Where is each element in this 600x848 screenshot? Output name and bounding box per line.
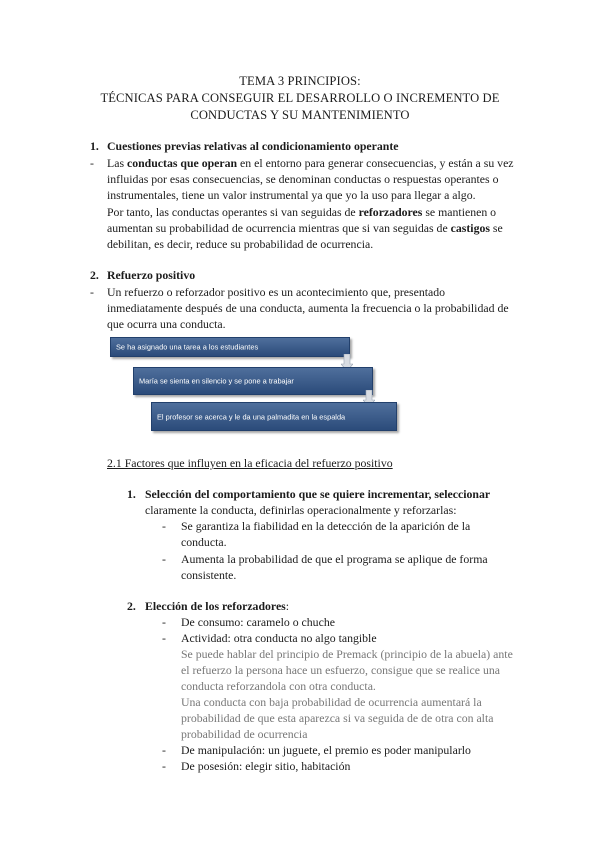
bullet-dash: - — [162, 615, 166, 629]
item-2-number: 2. — [127, 599, 136, 613]
item-1-heading: Selección del comportamiento que se quiere incrementar, seleccionar — [145, 487, 491, 501]
subsection-title: 2.1 Factores que influyen en la eficacia del refuerzo positivo — [107, 456, 393, 470]
note-line-2: el refuerzo la persona hace un esfuerzo, consigue que se realice una — [181, 663, 501, 677]
bullet-dash: - — [162, 631, 166, 645]
process-step-2 — [133, 367, 373, 395]
item-1-number: 1. — [127, 487, 136, 501]
text-run: se mantienen o — [422, 205, 497, 219]
doc-title-line-2: TÉCNICAS PARA CONSEGUIR EL DESARROLLO O INCREMENTO DE — [100, 91, 500, 105]
bullet-dash: - — [162, 552, 166, 566]
process-step-2-label: María se sienta en silencio y se pone a trabajar — [139, 376, 294, 386]
section-1-number: 1. — [90, 139, 99, 153]
note-line-1: Se puede hablar del principio de Premack (principio de la abuela) ante — [181, 647, 513, 661]
item-2-bullet-manipulacion: De manipulación: un juguete, el premio es poder manipularlo — [181, 743, 471, 757]
emphasis-castigos: castigos — [450, 221, 490, 235]
note-line-5: probabilidad de que esta aparezca si va seguida de de otra con alta — [181, 711, 494, 725]
section-1-paragraph-2-line-3: debilitan, es decir, reduce su probabilidad de ocurrencia. — [107, 237, 374, 251]
section-2-heading: Refuerzo positivo — [107, 268, 196, 282]
item-2-heading-line — [145, 598, 289, 615]
section-2-line-3: que ocurra una conducta. — [107, 317, 226, 331]
bullet-dash: - — [162, 519, 166, 533]
section-2-line-1: Un refuerzo o reforzador positivo es un acontecimiento que, presentado — [107, 285, 446, 299]
item-1-bullet-1-line-2: conducta. — [181, 535, 227, 549]
section-2-line-2: inmediatamente después de una conducta, aumenta la frecuencia o la probabilidad de — [107, 301, 509, 315]
text-run: en el entorno para generar consecuencias, y están a su vez — [237, 156, 514, 170]
doc-title-line-3: CONDUCTAS Y SU MANTENIMIENTO — [190, 108, 410, 122]
process-step-1-label: Se ha asignado una tarea a los estudiantes — [116, 342, 259, 352]
item-1-bullet-2-line-2: consistente. — [181, 568, 237, 582]
item-1-bullet-2-line-1: Aumenta la probabilidad de que el programa se aplique de forma — [181, 552, 488, 566]
item-2-heading: Elección de los reforzadores — [145, 599, 286, 613]
note-line-4: Una conducta con baja probabilidad de ocurrencia aumentará la — [181, 695, 482, 709]
bullet-dash: - — [162, 743, 166, 757]
section-2-bullet: - — [90, 285, 94, 299]
bullet-dash: - — [162, 759, 166, 773]
item-2-bullet-posesion: De posesión: elegir sitio, habitación — [181, 759, 351, 773]
process-step-1 — [110, 337, 350, 357]
emphasis-conductas: conductas que operan — [126, 156, 238, 170]
section-1-paragraph-1-line-1 — [107, 155, 514, 172]
text-run: se — [489, 221, 503, 235]
note-line-3: conducta reforzandola con otra conducta. — [181, 679, 376, 693]
text-run: aumentan su probabilidad de ocurrencia mientras que si van seguidas de — [107, 221, 451, 235]
section-1-paragraph-1-line-3: instrumentales, tiene un valor instrumental ya que yo la uso para llegar a algo. — [107, 188, 476, 202]
item-2-bullet-actividad: Actividad: otra conducta no algo tangible — [181, 631, 377, 645]
text-run: Por tanto, las conductas operantes si van seguidas de — [107, 205, 359, 219]
emphasis-reforzadores: reforzadores — [358, 205, 423, 219]
process-step-3-label: El profesor se acerca y le da una palmadita en la espalda — [157, 412, 346, 421]
doc-title-line-1: TEMA 3 PRINCIPIOS: — [239, 74, 361, 88]
note-line-6: probabilidad de ocurrencia — [181, 727, 308, 741]
process-step-3 — [151, 402, 397, 431]
item-1-continuation: claramente la conducta, definirlas operacionalmente y reforzarlas: — [145, 503, 457, 517]
section-1-paragraph-1-line-2: influidas por esas consecuencias, se denominan conductas o respuestas operantes o — [107, 172, 499, 186]
item-2-bullet-consumo: De consumo: caramelo o chuche — [181, 615, 335, 629]
process-diagram — [107, 331, 400, 436]
section-1-heading: Cuestiones previas relativas al condicionamiento operante — [107, 139, 399, 153]
section-2-number: 2. — [90, 268, 99, 282]
section-1-paragraph-2-line-1 — [107, 204, 496, 221]
item-2-colon: : — [285, 599, 290, 613]
item-1-bullet-1-line-1: Se garantiza la fiabilidad en la detección de la aparición de la — [181, 519, 471, 533]
section-1-bullet: - — [90, 156, 94, 170]
text-run: Las — [107, 156, 127, 170]
section-1-paragraph-2-line-2 — [107, 220, 503, 237]
